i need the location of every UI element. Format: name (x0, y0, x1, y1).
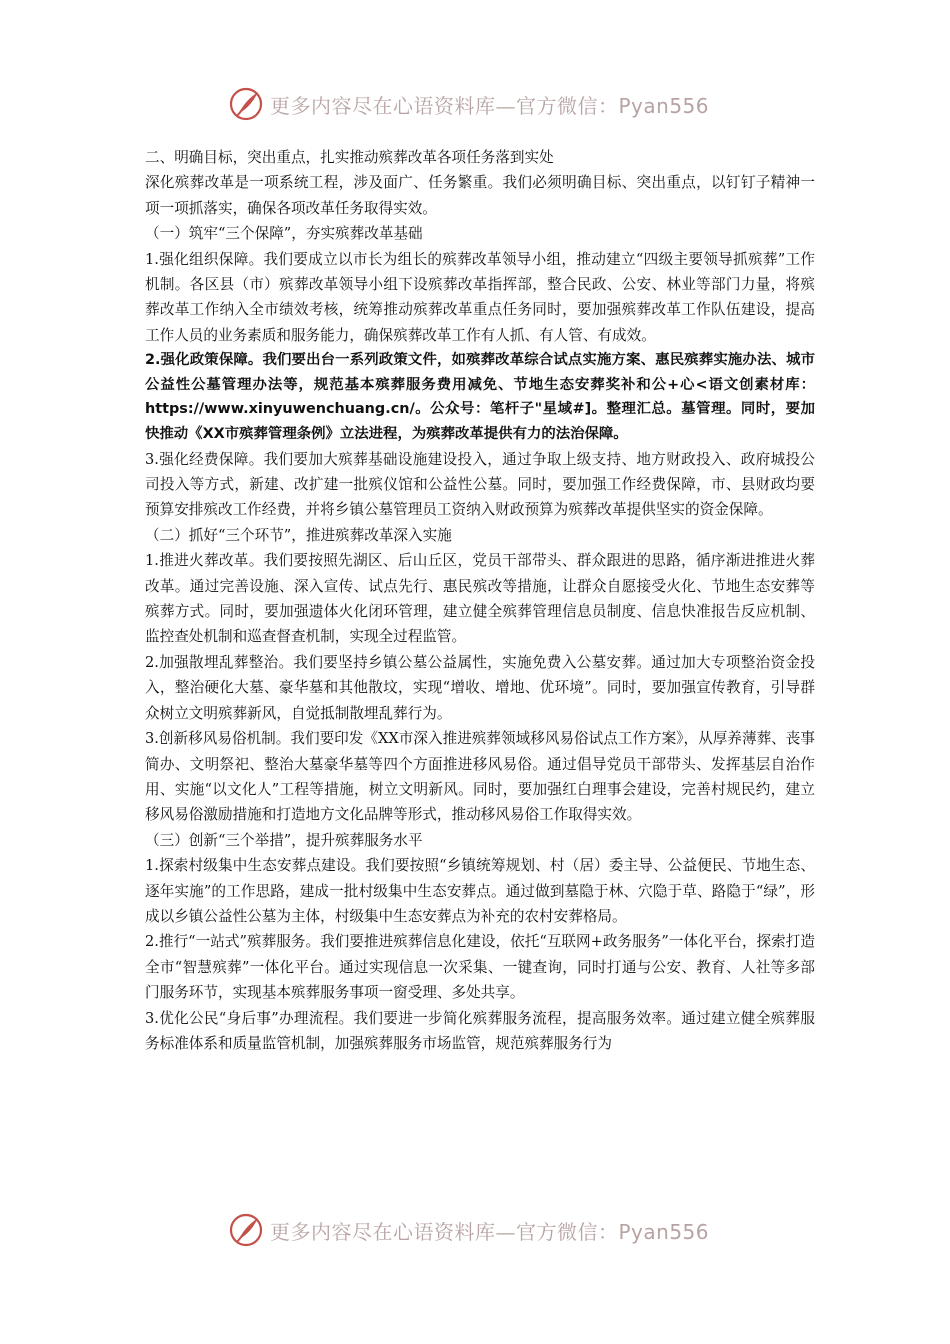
header-watermark (228, 84, 748, 124)
subsection-heading: （三）创新“三个举措”，提升殡葬服务水平 (145, 831, 423, 849)
subsection-heading: （一）筑牢“三个保障”，夯实殡葬改革基础 (145, 225, 423, 243)
quill-pen-logo-icon (228, 1212, 264, 1248)
paragraph: 3.优化公民“身后事”办理流程。我们要进一步简化殡葬服务流程，提高服务效率。通过建立健全殡葬服务标准体系和质量监管机制，加强殡葬服务市场监管，规范殡葬服务行为 (145, 1009, 815, 1052)
wechat-id: Pyan556 (618, 93, 710, 118)
paragraph: 深化殡葬改革是一项系统工程，涉及面广、任务繁重。我们必须明确目标、突出重点，以钉钉子精神一项一项抓落实，确保各项改革任务取得实效。 (145, 174, 815, 217)
subsection-heading: （二）抓好“三个环节”，推进殡葬改革深入实施 (145, 526, 452, 544)
paragraph: 1.探索村级集中生态安葬点建设。我们要按照“乡镇统筹规划、村（居）委主导、公益便民、节地生态、逐年实施”的工作思路，建成一批村级集中生态安葬点。通过做到墓隐于林、穴隐于草、路隐于“绿”，形成以乡镇公益性公墓为主体，村级集中生态安葬点为补充的农村安葬格局。 (145, 857, 815, 925)
wechat-id: Pyan556 (618, 1219, 710, 1244)
quill-pen-logo-icon (228, 86, 264, 122)
watermark-text: 更多内容尽在心语资料库—官方微信：Pyan556 (270, 93, 710, 118)
paragraph: 1.强化组织保障。我们要成立以市长为组长的殡葬改革领导小组，推动建立“四级主要领导抓殡葬”工作机制。各区县（市）殡葬改革领导小组下设殡葬改革指挥部，整合民政、公安、林业等部门力量，将殡葬改革工作纳入全市绩效考核，统筹推动殡葬改革重点任务同时，要加强殡葬改革工作队伍建设，提高工作人员的业务素质和服务能力，确保殡葬改革工作有人抓、有人管、有成效。 (145, 250, 815, 344)
section-heading: 二、明确目标，突出重点，扎实推动殡葬改革各项任务落到实处 (145, 149, 554, 166)
footer-watermark (228, 1210, 748, 1250)
paragraph: 3.强化经费保障。我们要加大殡葬基础设施建设投入，通过争取上级支持、地方财政投入、政府城投公司投入等方式，新建、改扩建一批殡仪馆和公益性公墓。同时，要加强工作经费保障，市、县财政均要预算安排殡改工作经费，并将乡镇公墓管理员工资纳入财政预算为殡葬改革提供坚实的资金保障。 (145, 450, 815, 519)
paragraph: 1.推进火葬改革。我们要按照先湖区、后山丘区，党员干部带头、群众跟进的思路，循序渐进推进火葬改革。通过完善设施、深入宣传、试点先行、惠民殡改等措施，让群众自愿接受火化、节地生态安葬等殡葬方式。同时，要加强遗体火化闭环管理，建立健全殡葬管理信息员制度、信息快准报告反应机制、监控查处机制和巡查督查机制，实现全过程监管。 (145, 552, 815, 646)
watermark-text: 更多内容尽在心语资料库—官方微信：Pyan556 (270, 1219, 710, 1244)
paragraph: 2.加强散埋乱葬整治。我们要坚持乡镇公墓公益属性，实施免费入公墓安葬。通过加大专项整治资金投入，整治硬化大墓、豪华墓和其他散坟，实现“增收、增地、优环境”。同时，要加强宣传教育，引导群众树立文明殡葬新风，自觉抵制散埋乱葬行为。 (145, 653, 815, 722)
paragraph: 2.推行“一站式”殡葬服务。我们要推进殡葬信息化建设，依托“互联网+政务服务”一体化平台，探索打造全市“智慧殡葬”一体化平台。通过实现信息一次采集、一键查询，同时打通与公安、教育、人社等多部门服务环节，实现基本殡葬服务事项一窗受理、多处共享。 (145, 933, 815, 1002)
paragraph: 3.创新移风易俗机制。我们要印发《XX市深入推进殡葬领域移风易俗试点工作方案》，从厚养薄葬、丧事简办、文明祭祀、整治大墓豪华墓等四个方面推进移风易俗。通过倡导党员干部带头、发挥基层自治作用、实施“以文化人”工程等措施，树立文明新风。同时，要加强红白理事会建设，完善村规民约，建立移风易俗激励措施和打造地方文化品牌等形式，推动移风易俗工作取得实效。 (145, 730, 815, 824)
document-body (145, 145, 815, 1056)
paragraph-bold: 2.强化政策保障。我们要出台一系列政策文件，如殡葬改革综合试点实施方案、惠民殡葬实施办法、城市公益性公墓管理办法等，规范基本殡葬服务费用减免、节地生态安葬奖补和公+心<语文创素材库：https://www.xinyuwenchuang.cn/。公众号：笔杆子"星域#]。整理汇总。墓管理。同时，要加快推动《XX市殡葬管理条例》立法进程，为殡葬改革提供有力的法治保障。 (145, 352, 815, 443)
